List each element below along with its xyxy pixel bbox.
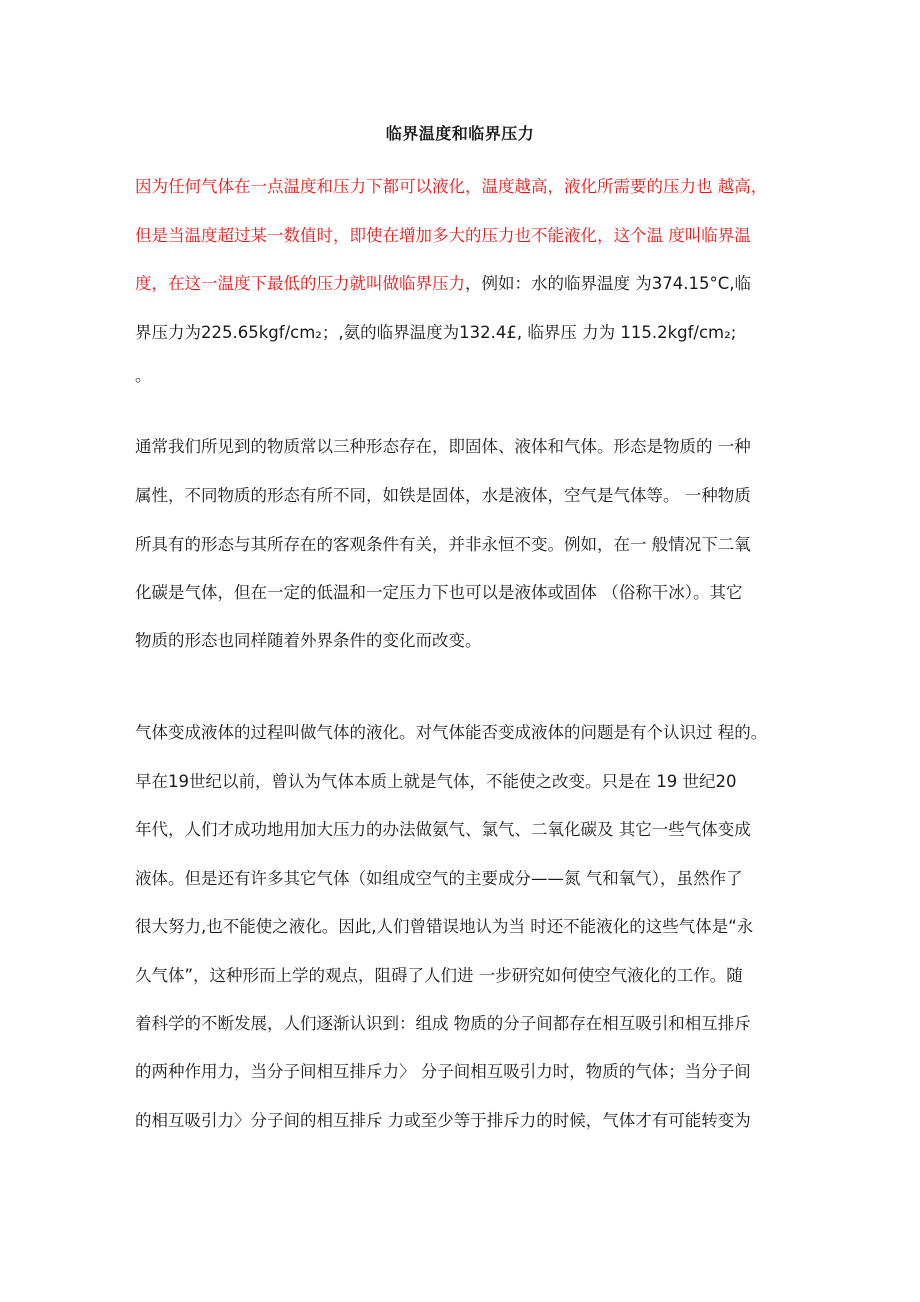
paragraph2-line: 所具有的形态与其所存在的客观条件有关，并非永恒不变。例如，在一 般情况下二氧 bbox=[135, 535, 751, 554]
paragraph3-line: 的两种作用力，当分子间相互排斥力〉 分子间相互吸引力时，物质的气体；当分子间 bbox=[135, 1062, 751, 1081]
paragraph2-line: 通常我们所见到的物质常以三种形态存在，即固体、液体和气体。形态是物质的 一种 bbox=[135, 437, 751, 456]
paragraph3-line: 气体变成液体的过程叫做气体的液化。对气体能否变成液体的问题是有个认识过 程的。 bbox=[135, 723, 768, 742]
paragraph3-line: 很大努力,也不能使之液化。因此,人们曾错误地认为当 时还不能液化的这些气体是“永 bbox=[135, 917, 754, 936]
paragraph1-line4: 界压力为225.65kgf/cm₂；,氨的临界温度为132.4£, 临界压 力为 115.2kgf/cm₂; bbox=[135, 323, 737, 342]
paragraph2-line: 属性，不同物质的形态有所不同，如铁是固体，水是液体，空气是气体等。 一种物质 bbox=[135, 486, 751, 505]
paragraph2-line: 化碳是气体，但在一定的低温和一定压力下也可以是液体或固体 （俗称干冰）。其它 bbox=[135, 583, 743, 602]
document-title: 临界温度和临界压力 bbox=[385, 124, 535, 143]
paragraph1-line3-rest: ，例如：水的临界温度 为374.15°C,临 bbox=[465, 274, 751, 293]
paragraph3-line: 早在19世纪以前，曾认为气体本质上就是气体，不能使之改变。只是在 19 世纪20 bbox=[135, 772, 737, 791]
paragraph3-line: 久气体”，这种形而上学的观点，阻碍了人们进 一步研究如何使空气液化的工作。随 bbox=[135, 966, 743, 985]
paragraph1-line1: 因为任何气体在一点温度和压力下都可以液化，温度越高，液化所需要的压力也 越高， bbox=[135, 177, 768, 196]
paragraph3-line: 的相互吸引力〉分子间的相互排斥 力或至少等于排斥力的时候，气体才有可能转变为 bbox=[135, 1111, 751, 1130]
paragraph1-line3-highlight: 度，在这一温度下最低的压力就叫做临界压力 bbox=[135, 274, 465, 293]
paragraph3-line: 着科学的不断发展，人们逐渐认识到：组成 物质的分子间都存在相互吸引和相互排斥 bbox=[135, 1014, 751, 1033]
paragraph3-line: 液体。但是还有许多其它气体（如组成空气的主要成分——氮 气和氧气），虽然作了 bbox=[135, 869, 743, 888]
paragraph1-line2: 但是当温度超过某一数值时，即使在增加多大的压力也不能液化，这个温 度叫临界温 bbox=[135, 226, 751, 245]
paragraph3-line: 年代，人们才成功地用加大压力的办法做氨气、氯气、二氧化碳及 其它一些气体变成 bbox=[135, 820, 751, 839]
paragraph1-line5: 。 bbox=[135, 366, 152, 385]
paragraph1-line3 bbox=[135, 274, 751, 294]
paragraph2-line: 物质的形态也同样随着外界条件的变化而改变。 bbox=[135, 631, 482, 650]
